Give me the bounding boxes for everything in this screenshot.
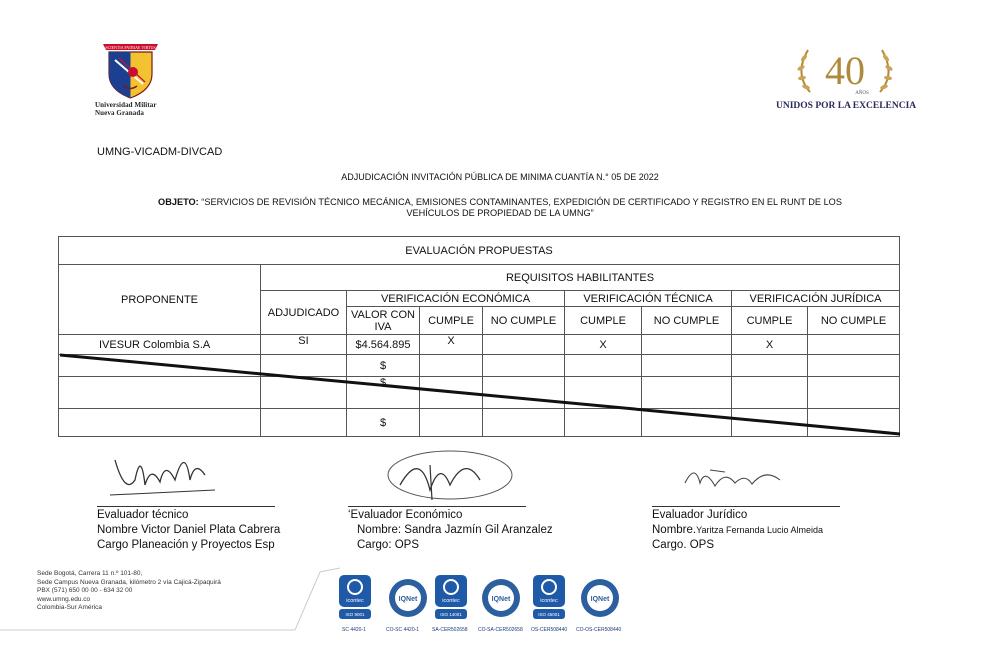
header-jur-no-cumple: NO CUMPLE [808,307,900,335]
evaluator-cargo: Cargo Planeación y Proyectos Esp [97,539,275,551]
signature-line [348,506,526,507]
evaluator-name: : Sandra Jazmín Gil Aranzalez [397,524,553,536]
address-line: Colombia-Sur América [37,604,103,611]
icontec-iso45001-icon [532,574,566,617]
evaluator-name: Nombre Victor Daniel Plata Cabrera [97,524,281,536]
header-jur-cumple: CUMPLE [732,307,808,335]
evaluator-role: ‘Evaluador Económico [348,509,463,521]
evaluator-role: Evaluador técnico [97,509,189,521]
iqnet-icon [388,576,422,610]
university-name-line2: Nueva Granada [95,109,144,117]
university-name-line1: Universidad Militar [95,101,157,109]
header-eco-no-cumple: NO CUMPLE [483,307,565,335]
evaluator-cargo-label: Cargo [357,539,389,551]
signature-economico-drawing [370,445,520,505]
cell-valor: $ [347,355,420,377]
header-eco-cumple: CUMPLE [420,307,483,335]
anniversary-years: AÑOS [855,91,869,96]
address-line: Sede Bogotá, Carrera 11 n.º 101-80, [37,570,143,577]
svg-text:IQNet: IQNet [398,596,418,603]
cell-valor: $ [347,377,420,409]
cert-code: SA-CER502658 [432,627,468,633]
cell-valor: $ [347,409,420,437]
signature-block-economico [348,506,553,553]
signature-line [97,506,275,507]
table-title: EVALUACIÓN PROPUESTAS [59,237,900,265]
cell-jur-cumple: X [732,335,808,355]
cell-proponente: IVESUR Colombia S.A [59,335,261,355]
cert-code: CO-SC 4420-1 [386,627,420,633]
address-line: PBX (571) 650 00 00 - 634 32 00 [37,587,133,594]
evaluator-name-label: Nombre. [652,524,697,536]
address-line: Sede Campus Nueva Granada, kilómetro 2 vía Cajicá-Zipaquirá [37,578,221,586]
evaluator-cargo-label: Cargo. [652,539,687,551]
header-verificacion-juridica: VERIFICACIÓN JURÍDICA [732,291,900,307]
evaluator-name: Yaritza Fernanda Lucio Almeida [696,525,824,535]
footer-curve [0,560,340,640]
cell-valor: $4.564.895 [347,335,420,355]
evaluator-name-label: Nombre [357,524,398,536]
svg-text:icontec: icontec [540,598,558,604]
svg-text:IQNet: IQNet [491,596,511,603]
iqnet-icon [481,576,515,610]
anniversary-motto: UNIDOS POR LA EXCELENCIA [776,101,917,111]
header-requisitos: REQUISITOS HABILITANTES [261,265,900,291]
icontec-iso9001-icon [338,574,372,617]
cell-tec-cumple: X [565,335,642,355]
crest-banner-text: SCIENTIA PATRIAE VIRTUS [105,44,156,50]
anniversary-number: 40 [825,48,865,93]
svg-text:ISO 14001: ISO 14001 [440,612,462,617]
signature-tecnico-drawing [105,440,225,502]
cert-code: SC 4420-1 [342,627,366,633]
signature-block-tecnico [97,506,280,553]
evaluator-role: Evaluador Jurídico [652,509,748,521]
svg-text:icontec: icontec [442,598,460,604]
evaluator-cargo: OPS [689,539,715,551]
cell-eco-cumple: X [420,335,483,355]
header-proponente: PROPONENTE [59,265,261,335]
cert-code: OS-CER508440 [531,627,568,633]
header-adjudicado: ADJUDICADO [261,291,347,335]
svg-text:ISO 45001: ISO 45001 [538,612,560,617]
cell-adjudicado: SI [261,335,347,355]
objeto-text: “SERVICIOS DE REVISIÓN TÉCNICO MECÁNICA, EMISIONES CONTAMINANTES, EXPEDICIÓN DE CERTIFICADO Y REGISTRO EN EL RUNT DE LOS VEHÍCULOS DE PROPIEDAD DE LA UMNG” [198,197,842,218]
svg-text:IQNet: IQNet [590,596,610,603]
document-title: ADJUDICACIÓN INVITACIÓN PÚBLICA DE MINIMA CUANTÍA N.° 05 DE 2022 [341,172,659,182]
icontec-iso14001-icon [434,574,468,617]
cert-code: CO-SA-CER502658 [478,627,523,633]
signature-juridico-drawing [680,458,790,498]
header-verificacion-tecnica: VERIFICACIÓN TÉCNICA [565,291,732,307]
signature-block-juridico [652,506,840,553]
objeto-label: OBJETO: [158,197,199,207]
certifications-row [338,574,628,636]
cert-code: CO-OS-CER508440 [576,627,622,633]
header-tec-no-cumple: NO CUMPLE [642,307,732,335]
header-tec-cumple: CUMPLE [565,307,642,335]
iqnet-icon [580,576,614,610]
header-verificacion-economica: VERIFICACIÓN ECONÓMICA [347,291,565,307]
svg-text:ISO 9001: ISO 9001 [345,612,365,617]
evaluator-cargo: : OPS [388,539,420,551]
signature-line [652,506,840,507]
address-line: www.umng.edu.co [37,595,91,603]
svg-text:icontec: icontec [346,598,364,604]
document-reference: UMNG-VICADM-DIVCAD [97,146,223,158]
header-valor-con-iva: VALOR CON IVA [347,307,420,335]
